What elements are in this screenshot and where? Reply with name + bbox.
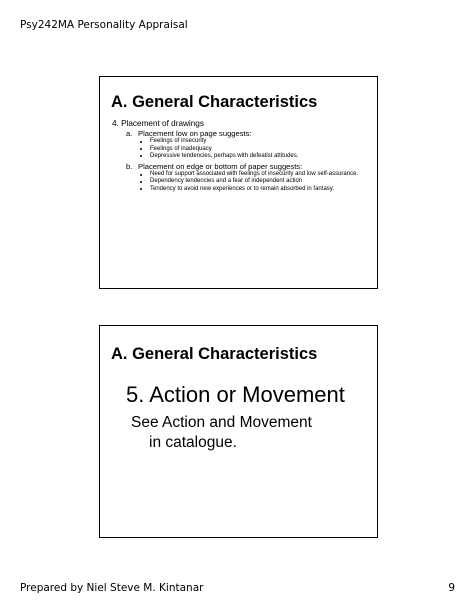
- bullet-item: Dependency tendencies and a fear of independent action: [112, 178, 367, 185]
- subtext-line: in catalogue.: [149, 434, 237, 451]
- bullet-icon: [140, 188, 142, 190]
- bullet-icon: [140, 141, 142, 143]
- bullet-item: Feelings of insecurity: [112, 138, 367, 145]
- footer-author: Prepared by Niel Steve M. Kintanar: [20, 582, 204, 594]
- topic-heading: 4. Placement of drawings: [112, 119, 204, 128]
- section-marker: b.: [126, 162, 133, 172]
- bullet-icon: [140, 174, 142, 176]
- slide-title: A. General Characteristics: [111, 345, 318, 363]
- slide-subtext: [131, 413, 371, 453]
- section-heading-text: Placement on edge or bottom of paper suggests:: [138, 162, 303, 172]
- bullet-icon: [140, 148, 142, 150]
- bullet-item: Need for support associated with feelings of insecurity and low self-assurance.: [112, 171, 367, 178]
- slide-body: [112, 119, 367, 195]
- bullet-list: [112, 138, 367, 160]
- subtext-line: See Action and Movement: [131, 414, 312, 431]
- page-number: 9: [448, 582, 455, 594]
- section-heading: [112, 162, 367, 171]
- bullet-item: Depressive tendencies, perhaps with defeatist attitudes.: [112, 153, 367, 160]
- bullet-icon: [140, 155, 142, 157]
- slide-action-or-movement: [99, 325, 378, 538]
- document-header: Psy242MA Personality Appraisal: [20, 19, 188, 31]
- section-heading-text: Placement low on page suggests:: [138, 129, 252, 139]
- bullet-item: Tendency to avoid new experiences or to remain absorbed in fantasy.: [112, 186, 367, 193]
- bullet-icon: [140, 181, 142, 183]
- section-heading: [112, 129, 367, 138]
- slide-placement-of-drawings: [99, 76, 378, 289]
- bullet-list: [112, 171, 367, 193]
- section-marker: a.: [126, 129, 133, 139]
- bullet-item: Feelings of inadequacy: [112, 146, 367, 153]
- slide-title: A. General Characteristics: [111, 93, 318, 111]
- slide-heading: 5. Action or Movement: [126, 382, 345, 407]
